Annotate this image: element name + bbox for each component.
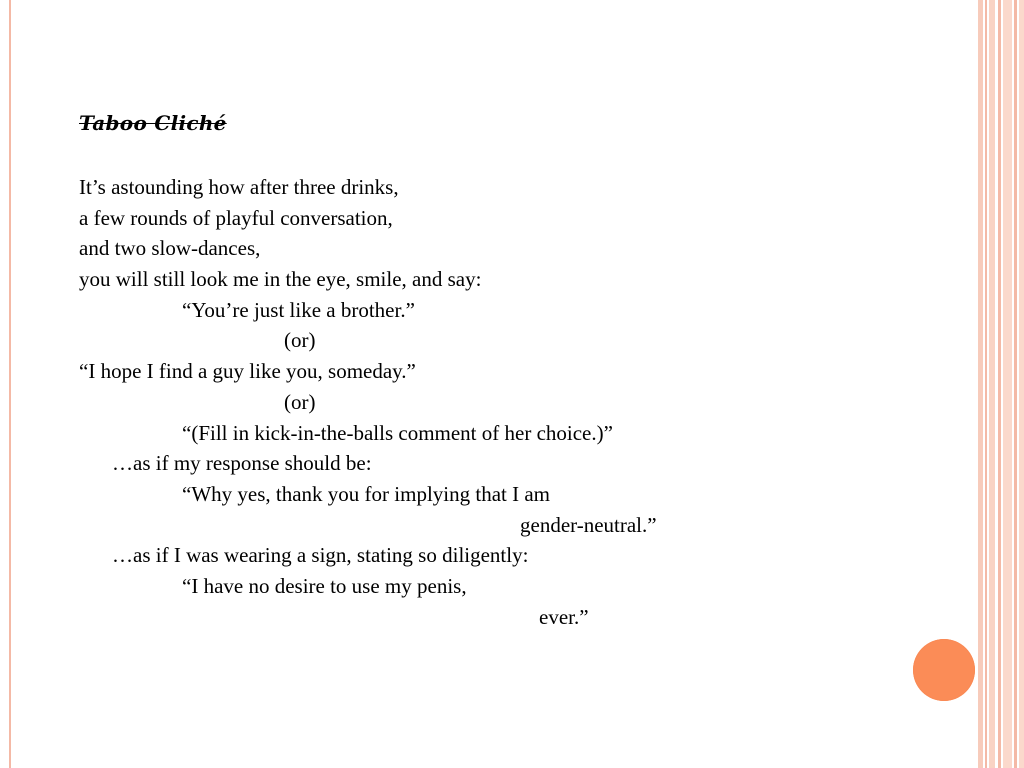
decorative-stripe	[1014, 0, 1017, 768]
poem-line: ever.”	[539, 604, 589, 629]
poem-line: …as if I was wearing a sign, stating so diligently:	[112, 543, 529, 568]
poem-line: “I hope I find a guy like you, someday.”	[79, 359, 416, 384]
poem-line: a few rounds of playful conversation,	[79, 205, 393, 230]
decorative-stripe	[1019, 0, 1024, 768]
decorative-circle	[913, 639, 975, 701]
poem-line: (or)	[284, 389, 316, 414]
poem-line: “You’re just like a brother.”	[182, 297, 415, 322]
decorative-stripe	[985, 0, 987, 768]
poem-line: It’s astounding how after three drinks,	[79, 175, 399, 199]
decorative-stripe	[998, 0, 1001, 768]
poem-line: …as if my response should be:	[112, 451, 372, 476]
poem-body	[79, 172, 657, 632]
poem-line: “(Fill in kick-in-the-balls comment of her choice.)”	[182, 420, 613, 445]
poem-line: gender-neutral.”	[520, 512, 657, 537]
left-border-line	[9, 0, 11, 768]
decorative-stripe	[989, 0, 995, 768]
decorative-stripe	[1003, 0, 1012, 768]
poem-line: “I have no desire to use my penis,	[182, 573, 467, 598]
decorative-stripe	[978, 0, 983, 768]
poem-line: and two slow-dances,	[79, 236, 261, 261]
slide-title: Taboo Cliché	[79, 111, 227, 135]
poem-line: (or)	[284, 328, 316, 353]
poem-line: you will still look me in the eye, smile, and say:	[79, 267, 482, 292]
poem-line: “Why yes, thank you for implying that I am	[182, 481, 551, 506]
